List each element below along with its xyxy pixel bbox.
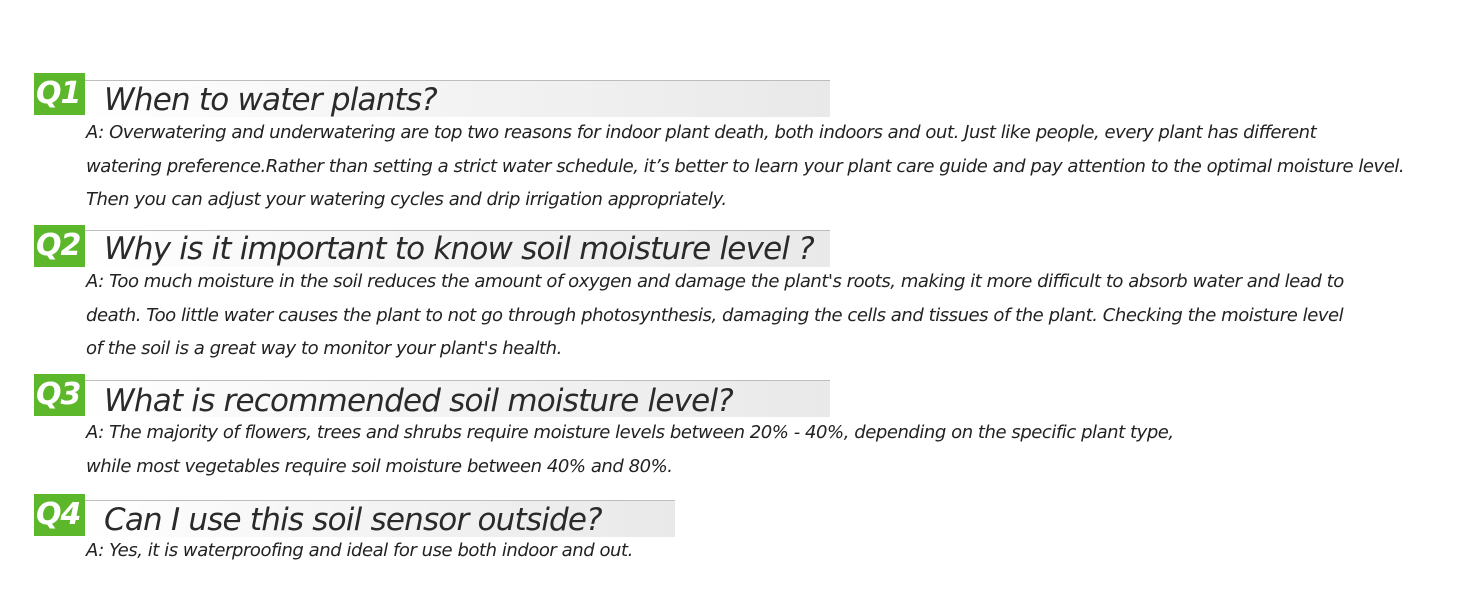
answer-line: death. Too little water causes the plant to not go through photosynthesis, damaging the cells and tissues of the plant. Checking the moisture level (86, 304, 1344, 326)
answer-line: Then you can adjust your watering cycles and drip irrigation appropriately. (86, 189, 727, 210)
question-title: Can I use this soil sensor outside? (104, 502, 602, 538)
answer-line: watering preference.Rather than setting a strict water schedule, it’s better to learn your plant care guide and pay attention to the optimal moisture level. (86, 155, 1405, 177)
answer-line: A: Yes, it is waterproofing and ideal for use both indoor and out. (86, 540, 633, 561)
question-title: What is recommended soil moisture level? (104, 383, 733, 419)
answer-line: A: Overwatering and underwatering are top two reasons for indoor plant death, both indoors and out. Just like people, every plant has different (86, 122, 1317, 143)
question-title: When to water plants? (104, 82, 437, 118)
question-badge: Q3 (34, 374, 85, 416)
answer-line: A: The majority of flowers, trees and shrubs require moisture levels between 20% - 40%, depending on the specific plant type, (86, 422, 1174, 443)
answer-text (86, 116, 1404, 217)
answer-text (86, 534, 633, 568)
answer-line: A: Too much moisture in the soil reduces the amount of oxygen and damage the plant's roots, making it more difficult to absorb water and lead to (86, 271, 1344, 292)
question-badge: Q1 (34, 73, 85, 115)
answer-line: of the soil is a great way to monitor your plant's health. (86, 338, 562, 359)
answer-text (86, 265, 1344, 366)
question-title: Why is it important to know soil moisture level ? (104, 231, 814, 267)
answer-text (86, 416, 1174, 483)
question-badge: Q4 (34, 494, 85, 536)
answer-line: while most vegetables require soil moisture between 40% and 80%. (86, 455, 673, 477)
question-badge: Q2 (34, 225, 85, 267)
